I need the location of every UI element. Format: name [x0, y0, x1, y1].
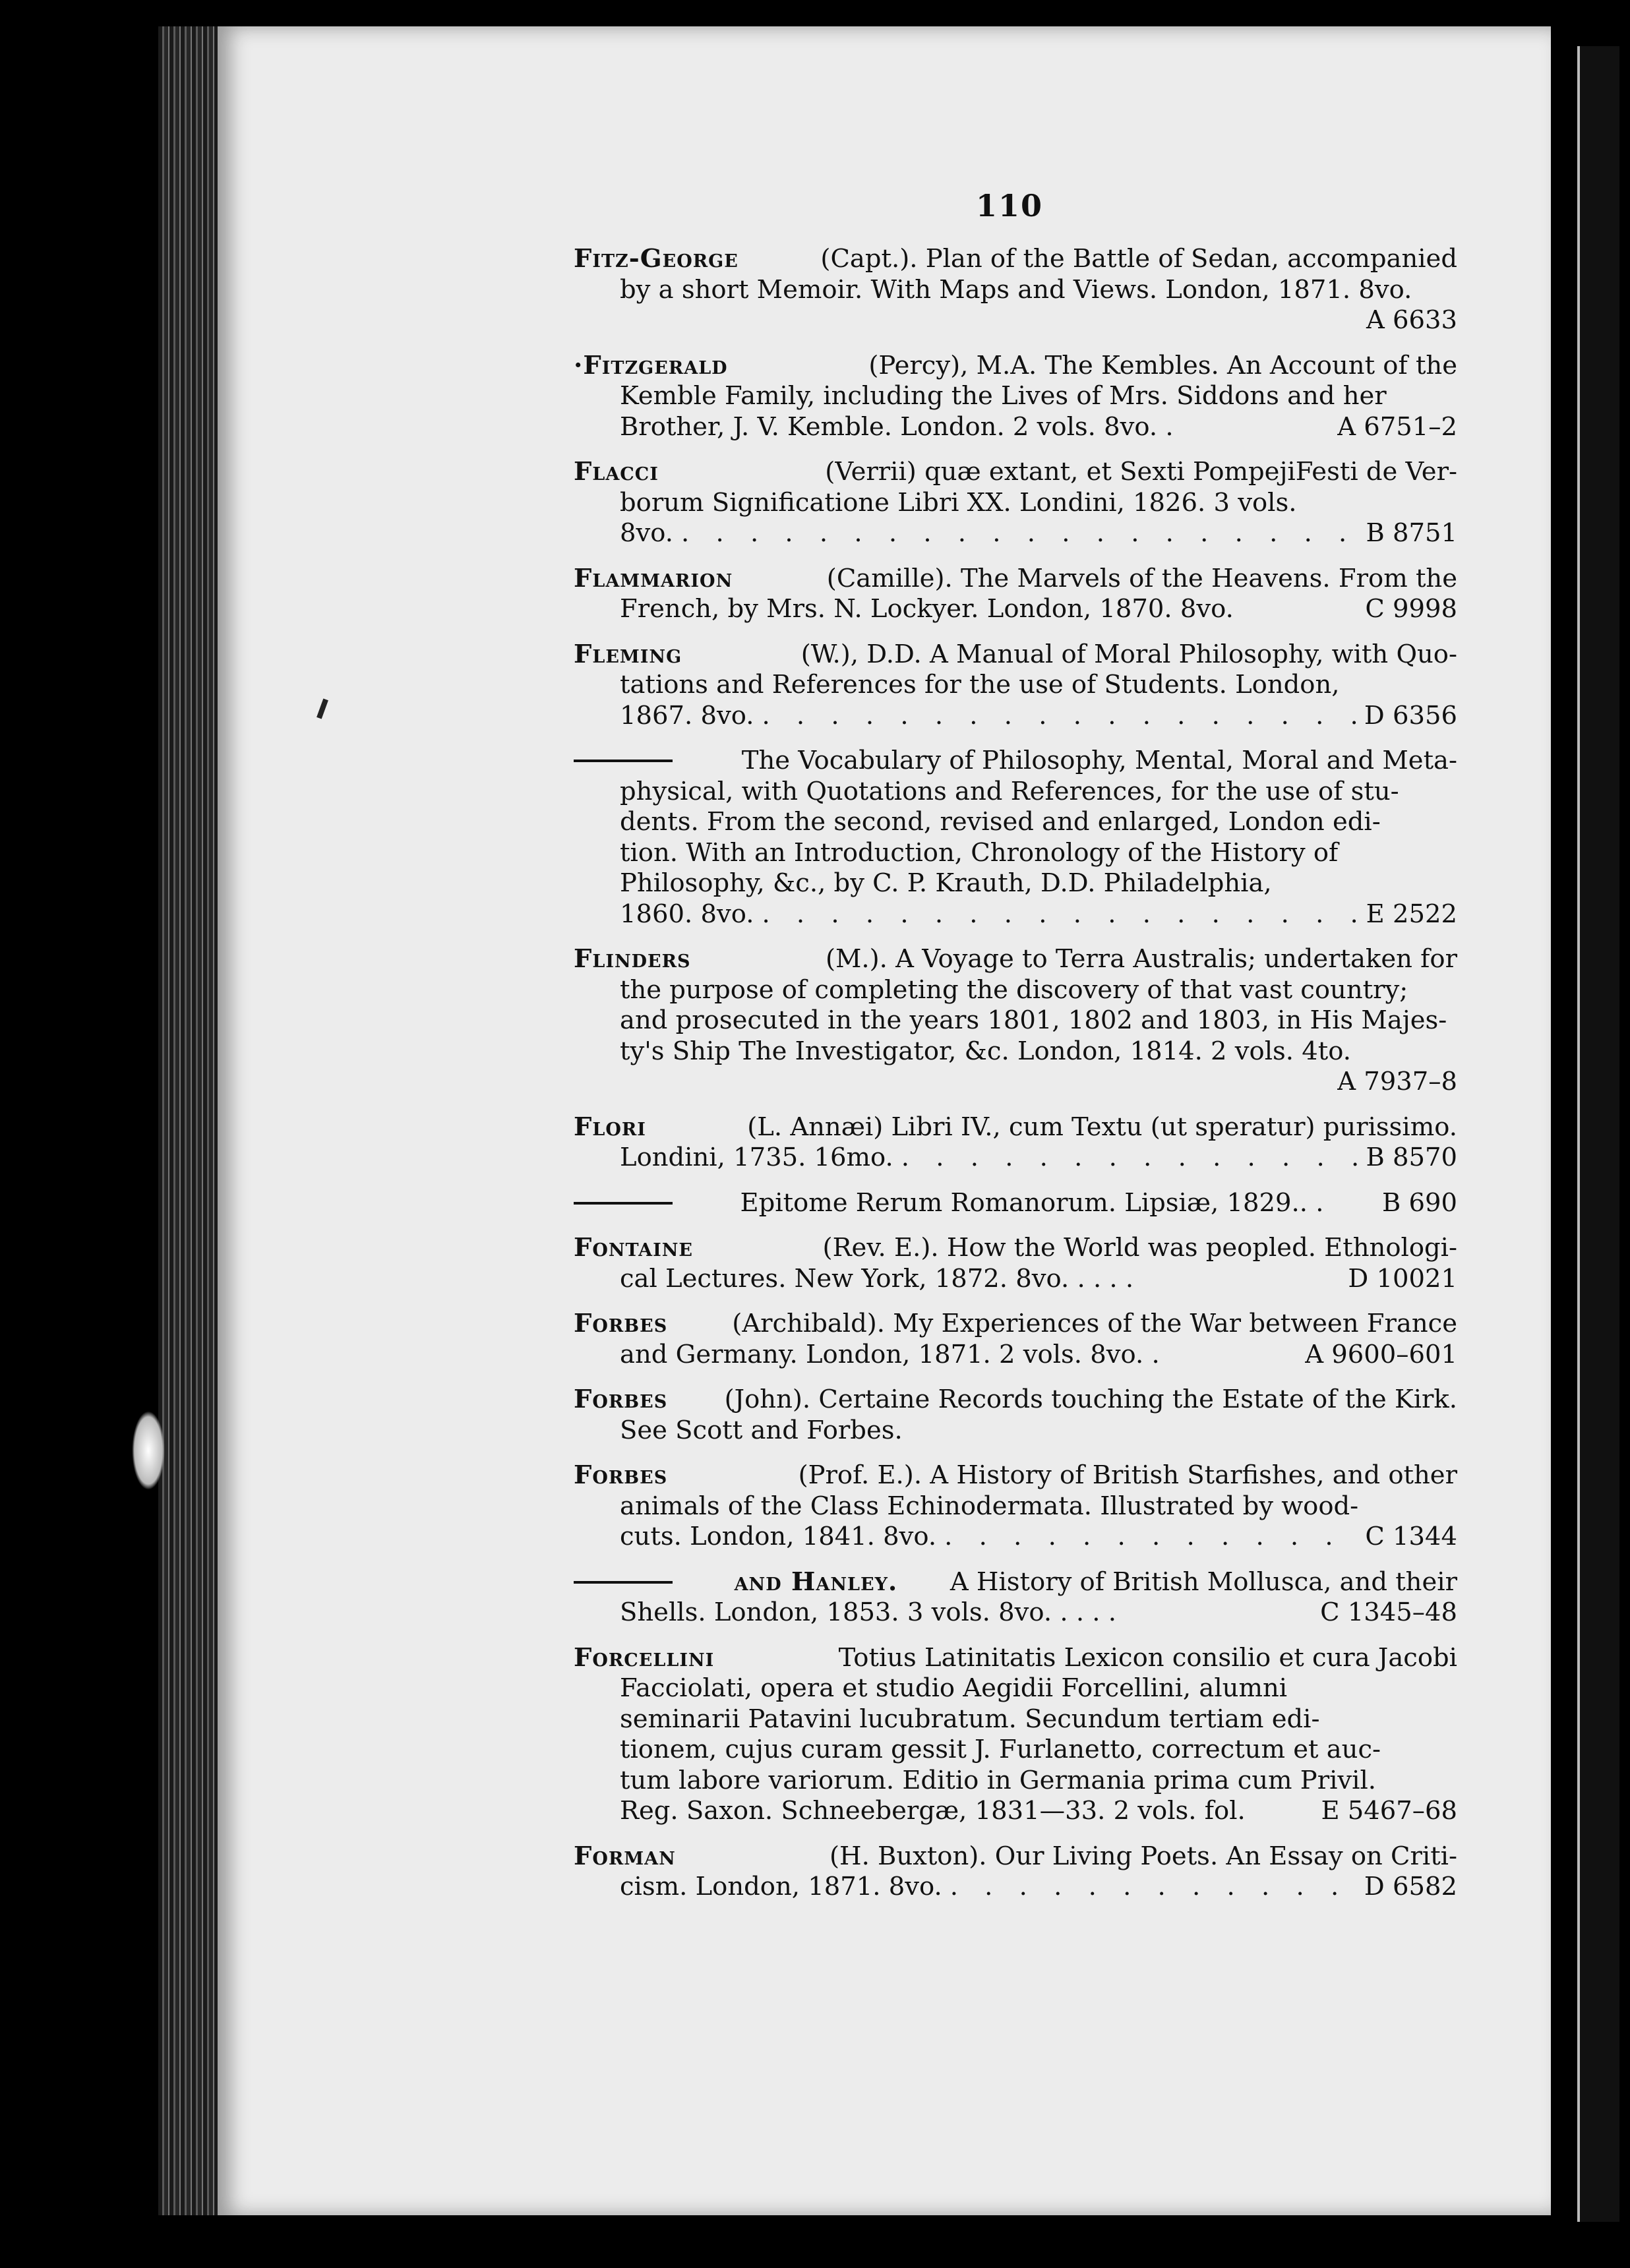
entry-line — [574, 1143, 1457, 1174]
paper-stain — [132, 1411, 165, 1490]
entry-line — [574, 412, 1457, 443]
entry-text: Totius Latinitatis Lexicon consilio et cura Jacobi — [838, 1642, 1457, 1673]
entry-line — [574, 518, 1457, 549]
entry-text: Brother, J. V. Kemble. London. 2 vols. 8vo. . — [620, 411, 1174, 442]
entry-text: Facciolati, opera et studio Aegidii Forcellini, alumni — [620, 1673, 1288, 1703]
entry-line — [574, 1264, 1457, 1295]
catalogue-entry — [574, 564, 1457, 625]
entry-text: by a short Memoir. With Maps and Views. London, 1871. 8vo. — [620, 274, 1412, 305]
entry-text: (Rev. E.). How the World was peopled. Ethnologi- — [822, 1233, 1457, 1263]
entry-text: Kemble Family, including the Lives of Mrs. Siddons and her — [620, 381, 1387, 411]
author-heading: Forbes — [574, 1385, 668, 1414]
catalogue-entry — [574, 1385, 1457, 1446]
entry-text: cuts. London, 1841. 8vo. — [620, 1522, 937, 1551]
author-heading: Flinders — [574, 944, 691, 974]
author-heading: Fitz-George — [574, 244, 739, 274]
entry-line — [574, 1067, 1457, 1098]
entry-line — [574, 244, 1457, 275]
entry-text: physical, with Quotations and References, for the use of stu- — [620, 776, 1399, 806]
author-heading: ·Fitzgerald — [574, 350, 728, 380]
catalogue-entry — [574, 640, 1457, 732]
entry-text: (Percy), M.A. The Kembles. An Account of the — [868, 350, 1457, 380]
catalogue-entry — [574, 244, 1457, 336]
entry-text: the purpose of completing the discovery of that vast country; — [620, 974, 1408, 1005]
author-heading: Forbes — [574, 1309, 668, 1338]
dot-leader — [754, 701, 1356, 732]
entry-line — [574, 1522, 1457, 1553]
facing-page-edge — [1577, 46, 1619, 2222]
entry-text: (Archibald). My Experiences of the War between France — [732, 1309, 1457, 1338]
catalogue-entries — [574, 244, 1457, 1917]
entry-line — [574, 670, 1457, 701]
catalogue-entry — [574, 1112, 1457, 1174]
call-number: A 6633 — [1366, 305, 1457, 335]
catalogue-entry — [574, 1233, 1457, 1294]
entry-line — [574, 1841, 1457, 1872]
dot-leader — [936, 1522, 1357, 1553]
entry-line — [574, 640, 1457, 671]
entry-line — [574, 944, 1457, 975]
entry-line — [574, 975, 1457, 1006]
catalogue-entry — [574, 351, 1457, 443]
entry-text: (Verrii) quæ extant, et Sexti PompejiFesti de Ver- — [825, 457, 1457, 487]
entry-text: cal Lectures. New York, 1872. 8vo. . . . . — [620, 1263, 1134, 1294]
entry-line — [574, 868, 1457, 899]
scan-border-right — [1571, 0, 1630, 2268]
entry-line — [574, 381, 1457, 412]
entry-line — [574, 1309, 1457, 1340]
catalogue-entry — [574, 457, 1457, 549]
entry-line — [574, 275, 1457, 306]
call-number: E 5467–68 — [1321, 1796, 1457, 1826]
catalogue-entry — [574, 1841, 1457, 1903]
catalogue-entry — [574, 1460, 1457, 1553]
catalogue-entry — [574, 1309, 1457, 1370]
catalogue-entry — [574, 1643, 1457, 1827]
entry-text: ty's Ship The Investigator, &c. London, 1814. 2 vols. 4to. — [620, 1036, 1351, 1066]
entry-line — [574, 1460, 1457, 1491]
entry-line — [574, 807, 1457, 838]
author-heading: and Hanley. — [734, 1567, 898, 1597]
entry-line — [574, 1112, 1457, 1143]
author-heading: Fontaine — [574, 1233, 693, 1263]
catalogue-entry — [574, 746, 1457, 930]
entry-text: 8vo. — [620, 518, 673, 548]
entry-text: tations and References for the use of Students. London, — [620, 670, 1340, 700]
entry-line — [574, 1796, 1457, 1827]
entry-text: 1860. 8vo. — [620, 899, 754, 929]
entry-line — [574, 701, 1457, 732]
entry-line — [574, 1673, 1457, 1704]
page-number: 110 — [976, 188, 1044, 224]
entry-text: Epitome Rerum Romanorum. Lipsiæ, 1829.. . — [740, 1187, 1324, 1218]
entry-line — [574, 746, 1457, 777]
call-number: D 10021 — [1348, 1263, 1457, 1294]
author-heading: Forcellini — [574, 1642, 715, 1673]
dot-leader — [893, 1143, 1358, 1174]
call-number: D 6582 — [1364, 1872, 1457, 1901]
entry-text: (Prof. E.). A History of British Starfishes, and other — [798, 1460, 1457, 1490]
entry-line — [574, 351, 1457, 382]
call-number: B 690 — [1381, 1187, 1457, 1218]
entry-line — [574, 1567, 1457, 1598]
call-number: B 8751 — [1366, 518, 1457, 548]
entry-line — [574, 777, 1457, 808]
entry-line — [574, 899, 1457, 930]
entry-text: borum Significatione Libri XX. Londini, 1826. 3 vols. — [620, 487, 1297, 518]
entry-text: animals of the Class Echinodermata. Illustrated by wood- — [620, 1491, 1359, 1521]
entry-line — [574, 1491, 1457, 1522]
entry-text: (M.). A Voyage to Terra Australis; undertaken for — [825, 944, 1457, 974]
author-heading: Forbes — [574, 1460, 668, 1490]
entry-text: French, by Mrs. N. Lockyer. London, 1870. 8vo. — [620, 594, 1234, 624]
entry-line — [574, 1385, 1457, 1416]
entry-text: (Capt.). Plan of the Battle of Sedan, accompanied — [820, 244, 1457, 274]
catalogue-entry — [574, 1567, 1457, 1628]
entry-text: dents. From the second, revised and enlarged, London edi- — [620, 807, 1381, 837]
entry-line — [574, 1340, 1457, 1371]
entry-line — [574, 838, 1457, 869]
entry-line — [574, 1233, 1457, 1264]
entry-text: (Camille). The Marvels of the Heavens. From the — [826, 563, 1457, 593]
call-number: A 9600–601 — [1305, 1339, 1457, 1369]
call-number: B 8570 — [1366, 1143, 1457, 1172]
entry-text: tionem, cujus curam gessit J. Furlanetto, correctum et auc- — [620, 1735, 1381, 1764]
entry-text: tum labore variorum. Editio in Germania prima cum Privil. — [620, 1765, 1377, 1795]
call-number: E 2522 — [1366, 899, 1457, 929]
entry-text: Londini, 1735. 16mo. — [620, 1143, 893, 1172]
call-number: C 1345–48 — [1320, 1597, 1457, 1627]
page-edge-stack — [158, 26, 219, 2215]
entry-line — [574, 1766, 1457, 1797]
entry-text: and Germany. London, 1871. 2 vols. 8vo. . — [620, 1339, 1160, 1369]
author-heading: Flammarion — [574, 563, 733, 593]
entry-text: (H. Buxton). Our Living Poets. An Essay on Criti- — [829, 1841, 1457, 1871]
catalogue-entry — [574, 944, 1457, 1098]
dot-leader — [673, 518, 1358, 549]
entry-line — [574, 305, 1457, 336]
entry-line — [574, 1735, 1457, 1766]
entry-text: tion. With an Introduction, Chronology of the History of — [620, 837, 1339, 868]
author-heading: Flori — [574, 1112, 646, 1142]
entry-line — [574, 457, 1457, 488]
entry-text: Shells. London, 1853. 3 vols. 8vo. . . . . — [620, 1597, 1117, 1627]
ditto-dash — [574, 1202, 673, 1205]
entry-line — [574, 1416, 1457, 1447]
entry-line — [574, 564, 1457, 595]
entry-text: See Scott and Forbes. — [620, 1415, 903, 1445]
author-heading: Fleming — [574, 639, 682, 669]
entry-line — [574, 1188, 1457, 1219]
entry-text: Reg. Saxon. Schneebergæ, 1831—33. 2 vols. fol. — [620, 1796, 1246, 1826]
dot-leader — [754, 899, 1358, 930]
entry-line — [574, 1005, 1457, 1036]
entry-line — [574, 1597, 1457, 1628]
entry-text: 1867. 8vo. — [620, 700, 754, 731]
call-number: A 6751–2 — [1337, 411, 1457, 442]
ditto-dash — [574, 760, 673, 762]
catalogue-entry — [574, 1188, 1457, 1219]
ditto-dash — [574, 1581, 673, 1584]
call-number: C 9998 — [1365, 594, 1457, 624]
entry-text: (L. Annæi) Libri IV., cum Textu (ut speratur) purissimo. — [747, 1112, 1457, 1142]
entry-line — [574, 594, 1457, 625]
call-number: C 1344 — [1365, 1522, 1457, 1551]
entry-line — [574, 1036, 1457, 1067]
entry-text: seminarii Patavini lucubratum. Secundum tertiam edi- — [620, 1704, 1320, 1734]
entry-text: (John). Certaine Records touching the Estate of the Kirk. — [724, 1385, 1457, 1414]
author-heading: Flacci — [574, 457, 659, 487]
dot-leader — [942, 1872, 1356, 1903]
author-heading: Forman — [574, 1841, 676, 1871]
entry-text: cism. London, 1871. 8vo. — [620, 1872, 942, 1901]
entry-text: The Vocabulary of Philosophy, Mental, Moral and Meta- — [741, 746, 1457, 775]
entry-text: Philosophy, &c., by C. P. Krauth, D.D. Philadelphia, — [620, 868, 1272, 898]
entry-text: A History of British Mollusca, and their — [950, 1567, 1457, 1597]
entry-line — [574, 488, 1457, 519]
call-number: A 7937–8 — [1337, 1067, 1457, 1096]
call-number: D 6356 — [1364, 700, 1457, 731]
entry-text: and prosecuted in the years 1801, 1802 and 1803, in His Majes- — [620, 1005, 1447, 1035]
entry-line — [574, 1704, 1457, 1735]
entry-line — [574, 1872, 1457, 1903]
entry-text: (W.), D.D. A Manual of Moral Philosophy, with Quo- — [800, 639, 1457, 669]
entry-line — [574, 1643, 1457, 1674]
